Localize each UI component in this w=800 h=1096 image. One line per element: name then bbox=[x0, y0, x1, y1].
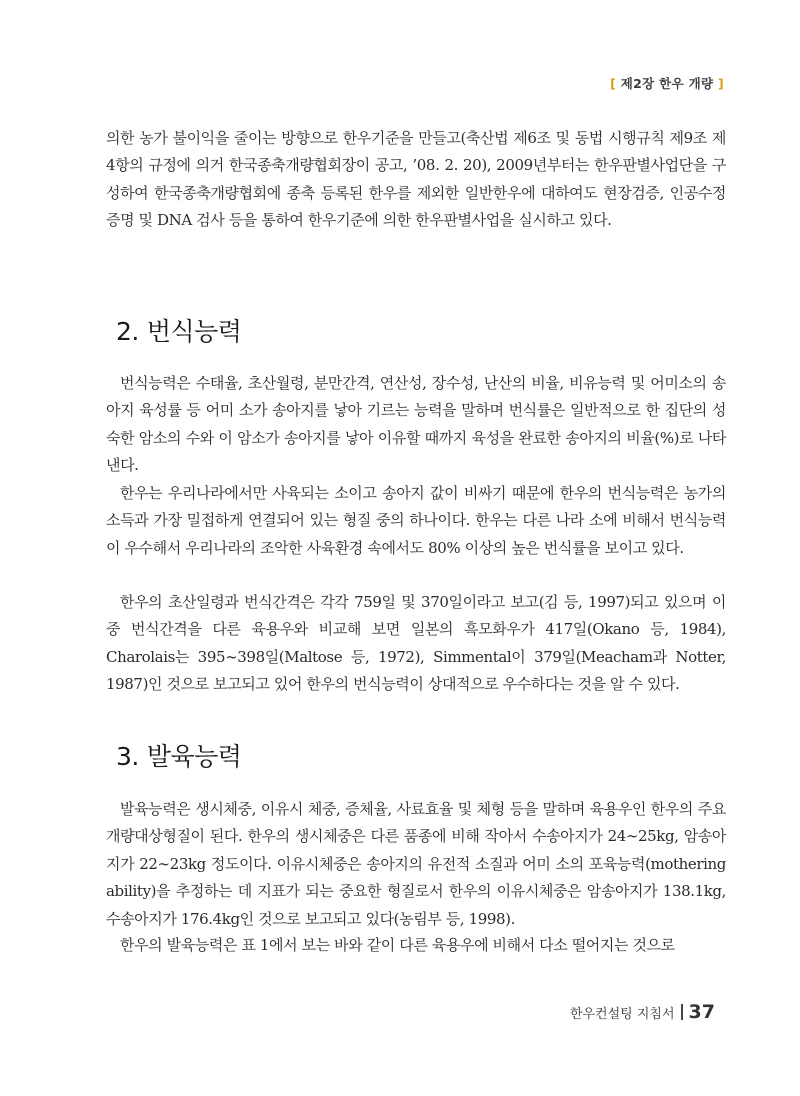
section-2-paragraph-3: 한우의 초산일령과 번식간격은 각각 759일 및 370일이라고 보고(김 등, 1997)되고 있으며 이 중 번식간격을 다른 육용우와 비교해 보면 일본의 흑모화우가 417일(Okano 등, 1984), Charolais는 395∼398일(Maltose 등, 1972), Simmental이 379일(Meacham과 Notter, 1987)인 것으로 보고되고 있어 한우의 번식능력이 상대적으로 우수하다는 것을 알 수 있다. bbox=[106, 593, 726, 694]
chapter-title: 제2장 한우 개량 bbox=[620, 76, 714, 91]
section-3-paragraph-2: 한우의 발육능력은 표 1에서 보는 바와 같이 다른 육용우에 비해서 다소 떨어지는 것으로 bbox=[120, 936, 675, 954]
section-3-heading bbox=[116, 737, 241, 773]
chapter-header bbox=[610, 74, 724, 92]
section-2-paragraph-2: 한우는 우리나라에서만 사육되는 소이고 송아지 값이 비싸기 때문에 한우의 번식능력은 농가의 소득과 가장 밀접하게 연결되어 있는 형질 중의 하나이다. 한우는 다른 나라 소에 비해서 번식능력이 우수해서 우리나라의 조악한 사육환경 속에서도 80% 이상의 높은 번식률을 보이고 있다. bbox=[106, 484, 726, 557]
section-2-number: 2. bbox=[116, 317, 139, 346]
header-bracket-close: ] bbox=[717, 76, 724, 91]
footer-divider bbox=[681, 1004, 683, 1020]
page-number: 37 bbox=[688, 1001, 715, 1023]
section-2-paragraph-1: 번식능력은 수태율, 초산월령, 분만간격, 연산성, 장수성, 난산의 비율, 비유능력 및 어미소의 송아지 육성률 등 어미 소가 송아지를 낳아 기르는 능력을 말하며 번식률은 일반적으로 한 집단의 성숙한 암소의 수와 이 암소가 송아지를 낳아 이유할 때까지 육성을 완료한 송아지의 비율(%)로 나타낸다. bbox=[106, 374, 726, 475]
section-2-heading bbox=[116, 312, 241, 348]
page-footer bbox=[570, 1001, 715, 1023]
section-3-number: 3. bbox=[116, 742, 139, 771]
header-bracket-open: [ bbox=[610, 76, 617, 91]
book-title: 한우컨설팅 지침서 bbox=[569, 1007, 675, 1022]
section-3-paragraph-1: 발육능력은 생시체중, 이유시 체중, 증체율, 사료효율 및 체형 등을 말하며 육용우인 한우의 주요 개량대상형질이 된다. 한우의 생시체중은 다른 품종에 비해 작아서 수송아지가 24∼25kg, 암송아지가 22∼23kg 정도이다. 이유시체중은 송아지의 유전적 소질과 어미 소의 포육능력(mothering ability)을 추정하는 데 지표가 되는 중요한 형질로서 한우의 이유시체중은 암송아지가 138.1kg, 수송아지가 176.4kg인 것으로 보고되고 있다(농림부 등, 1998). bbox=[106, 800, 726, 928]
section-2-title: 번식능력 bbox=[146, 317, 242, 346]
section-3-title: 발육능력 bbox=[146, 742, 242, 771]
intro-paragraph: 의한 농가 불이익을 줄이는 방향으로 한우기준을 만들고(축산법 제6조 및 동법 시행규칙 제9조 제4항의 규정에 의거 한국종축개량협회장이 공고, ’08. 2. 20), 2009년부터는 한우판별사업단을 구성하여 한국종축개량협회에 종축 등록된 한우를 제외한 일반한우에 대하여도 현장검증, 인공수정증명 및 DNA 검사 등을 통하여 한우기준에 의한 한우판별사업을 실시하고 있다. bbox=[106, 129, 726, 230]
